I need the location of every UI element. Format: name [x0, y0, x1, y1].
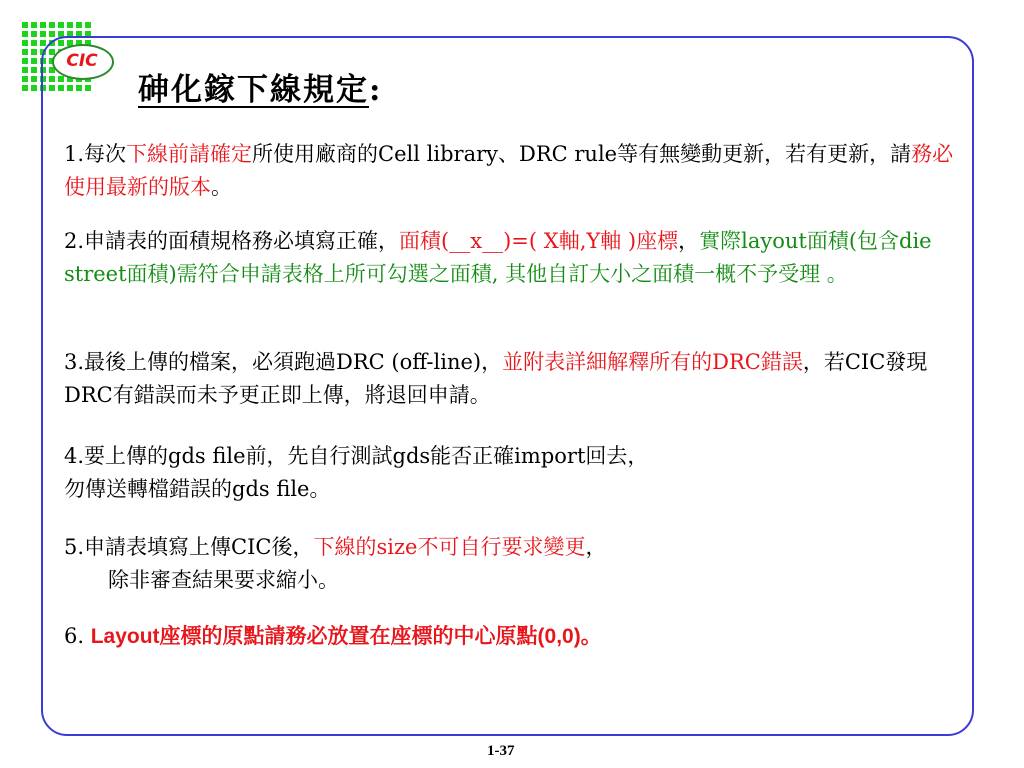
rule-2-lead: 2.申請表的面積規格務必填寫正確，	[64, 229, 400, 253]
rule-item-6	[64, 620, 969, 653]
rule-4-line-1: 4.要上傳的gds file前，先自行測試gds能否正確import回去，	[64, 444, 649, 468]
logo-grid-cell	[76, 22, 82, 28]
logo-grid-cell	[22, 67, 28, 73]
logo-grid-cell	[22, 58, 28, 64]
logo-grid-cell	[22, 40, 28, 46]
rule-3-body: ，若CIC發現DRC有錯誤而未予更正即上傳，將退回申請。	[64, 350, 928, 407]
logo-grid-cell	[22, 22, 28, 28]
logo-grid-cell	[67, 22, 73, 28]
rule-item-3	[64, 346, 969, 412]
rule-item-1	[64, 138, 969, 204]
rule-5-lead: 5.申請表填寫上傳CIC後，	[64, 535, 314, 559]
rule-1-emphasis: 下線前請確定	[126, 142, 253, 166]
logo-grid-cell	[22, 49, 28, 55]
rule-5-comma: ，	[585, 535, 607, 559]
rule-6-lead: 6.	[64, 624, 91, 648]
rule-4-line-2: 勿傳送轉檔錯誤的gds file。	[64, 477, 331, 501]
rule-5-emphasis: 下線的size不可自行要求變更	[313, 535, 586, 559]
rule-1-body: 所使用廠商的Cell library、DRC rule等有無變動更新，若有更新，請	[252, 142, 912, 166]
logo-grid-cell	[49, 22, 55, 28]
rule-2-comma: ，	[678, 229, 700, 253]
logo-grid-cell	[31, 58, 37, 64]
rule-5-line-2: 除非審查結果要求縮小。	[108, 568, 339, 592]
rule-2-note: 實際layout面積(包含die street面積)需符合申請表格上所可勾選之面積, 其他自訂大小之面積一概不予受理 。	[64, 229, 932, 286]
rule-item-2	[64, 225, 969, 291]
rule-3-emphasis: 並附表詳細解釋所有的DRC錯誤	[502, 350, 803, 374]
rule-2-area-format: 面積(__x__)=( X軸,Y軸 )座標	[399, 229, 679, 253]
logo-grid-cell	[40, 31, 46, 37]
title-text: 砷化鎵下線規定	[138, 72, 369, 108]
rule-1-end: 。	[211, 175, 232, 199]
logo-grid-cell	[40, 22, 46, 28]
logo-grid-cell	[31, 85, 37, 91]
logo-grid-cell	[31, 31, 37, 37]
logo-grid-cell	[22, 31, 28, 37]
rule-6-emphasis: Layout座標的原點請務必放置在座標的中心原點(0,0)。	[90, 625, 602, 648]
logo-grid-cell	[58, 22, 64, 28]
rule-1-emphasis-2: 務必使用最新的版本	[64, 142, 954, 199]
logo-grid-cell	[31, 40, 37, 46]
page-number: 1-37	[487, 743, 515, 759]
logo-grid-cell	[31, 67, 37, 73]
logo-grid-cell	[49, 31, 55, 37]
title-colon: :	[369, 72, 383, 108]
logo-text: CIC	[66, 51, 98, 71]
logo-grid-cell	[22, 76, 28, 82]
logo-grid-cell	[31, 76, 37, 82]
logo-grid-cell	[85, 22, 91, 28]
page-title	[138, 64, 382, 109]
rule-item-5	[64, 531, 969, 597]
rule-1-lead: 1.每次	[64, 142, 127, 166]
rule-3-lead: 3.最後上傳的檔案，必須跑過DRC (off-line)，	[64, 350, 503, 374]
rule-item-4	[64, 440, 969, 506]
logo-grid-cell	[31, 22, 37, 28]
logo-grid-cell	[40, 40, 46, 46]
logo-grid-cell	[31, 49, 37, 55]
logo-grid-cell	[22, 85, 28, 91]
